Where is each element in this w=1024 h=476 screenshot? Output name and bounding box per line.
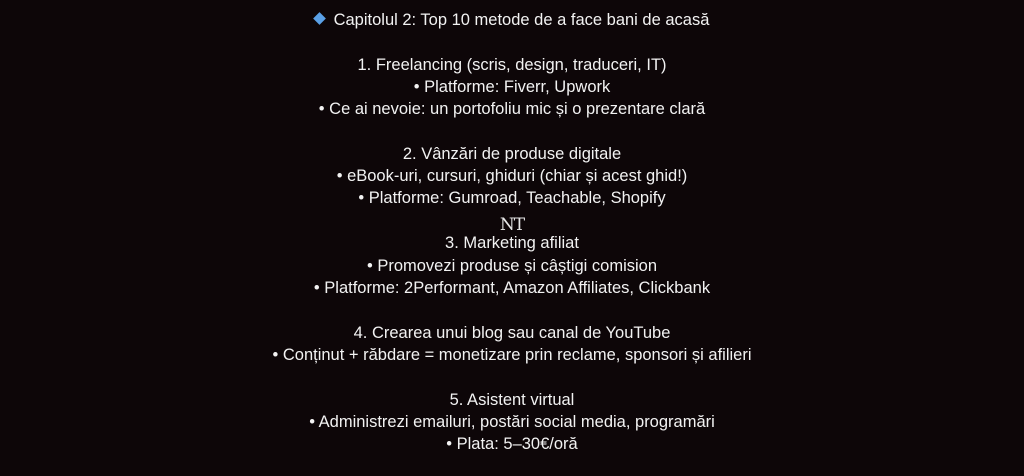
section-bullet: • Conținut + răbdare = monetizare prin reclame, sponsori și afilieri (272, 346, 752, 364)
section-bullet: • Platforme: Gumroad, Teachable, Shopify (358, 189, 666, 207)
section-heading: 5. Asistent virtual (449, 391, 575, 409)
section-bullet: • eBook-uri, cursuri, ghiduri (chiar și acest ghid!) (336, 167, 688, 185)
section-heading: 4. Crearea unui blog sau canal de YouTube (353, 324, 671, 342)
section-bullet: • Administrezi emailuri, postări social media, programări (309, 413, 715, 431)
section-bullet: • Platforme: Fiverr, Upwork (413, 78, 611, 96)
section-heading: 1. Freelancing (scris, design, traduceri, IT) (357, 56, 667, 74)
section-heading: 3. Marketing afiliat (445, 234, 579, 252)
watermark-logo: NT (499, 215, 525, 235)
chapter-title-line (0, 9, 1024, 31)
chapter-title: Capitolul 2: Top 10 metode de a face bani de acasă (333, 11, 710, 29)
section-bullet: • Plata: 5–30€/oră (446, 435, 578, 453)
diamond-icon (313, 12, 326, 25)
section-bullet: • Platforme: 2Performant, Amazon Affiliates, Clickbank (313, 279, 711, 297)
section-bullet: • Promovezi produse și câștigi comision (366, 257, 658, 275)
section-heading: 2. Vânzări de produse digitale (402, 145, 622, 163)
section-bullet: • Ce ai nevoie: un portofoliu mic și o prezentare clară (318, 100, 706, 118)
